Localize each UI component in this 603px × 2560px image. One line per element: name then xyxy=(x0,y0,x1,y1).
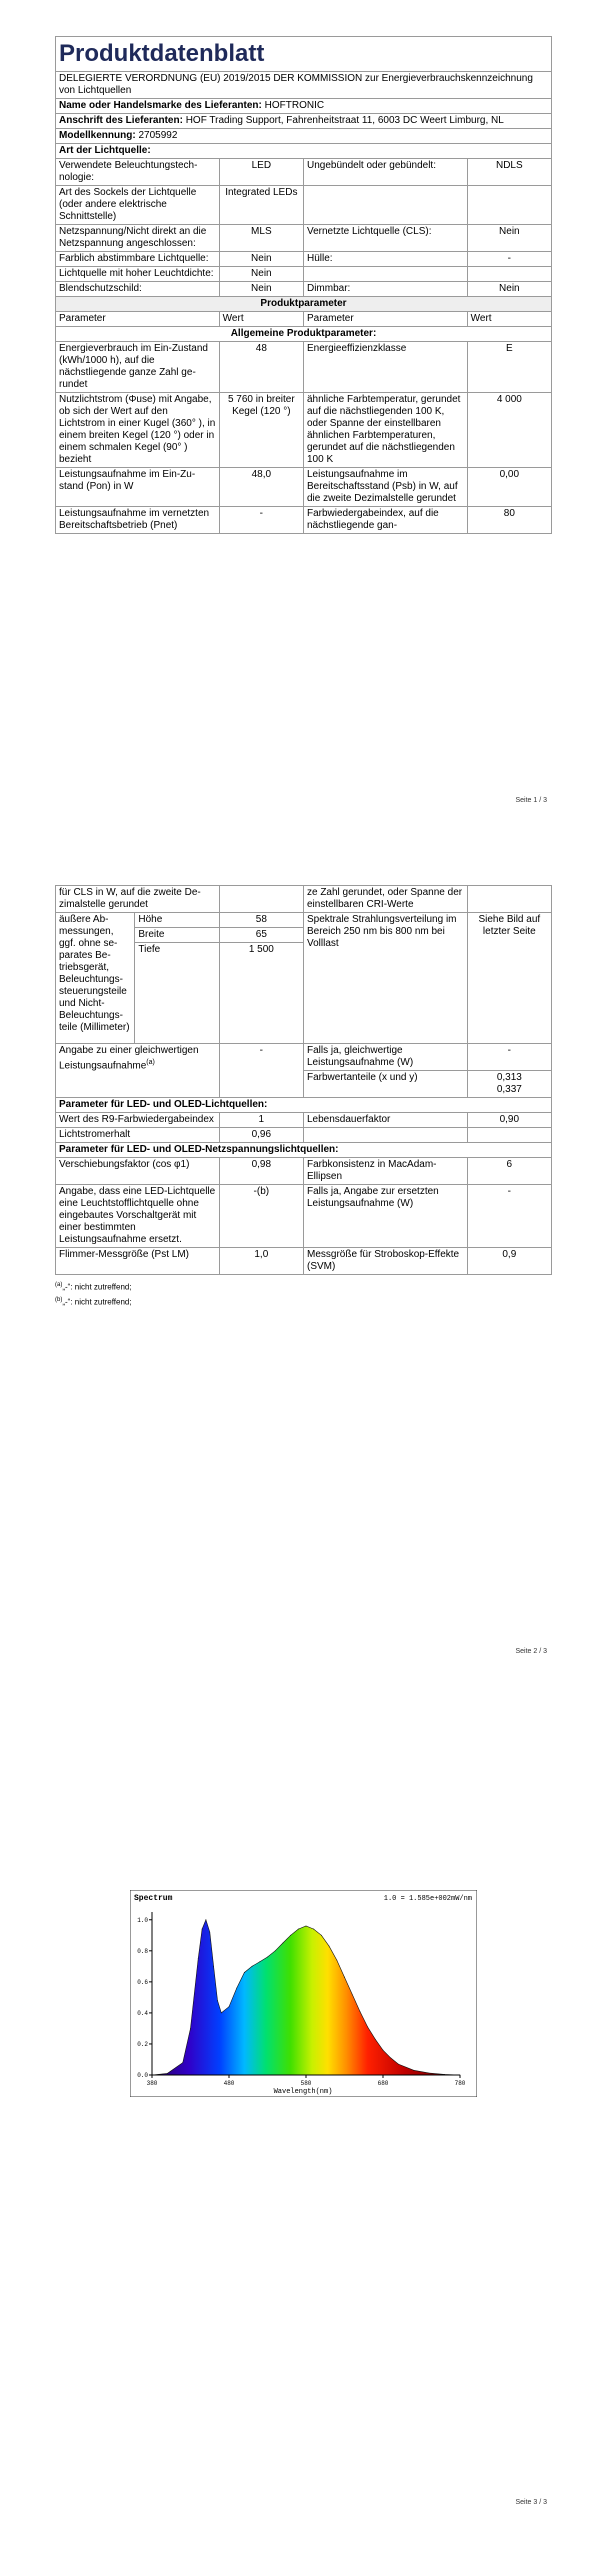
page-number: Seite 3 / 3 xyxy=(515,2499,547,2506)
supplier-address-row xyxy=(56,114,552,129)
spectrum-point xyxy=(413,2070,414,2071)
empty-cell xyxy=(303,267,467,282)
cls-label: Vernetzte Lichtquelle (CLS): xyxy=(303,225,467,252)
x-tick-label: 780 xyxy=(454,2080,466,2087)
chromaticity-x: 0,313 xyxy=(496,1072,522,1083)
empty-cell xyxy=(467,886,551,913)
spectrum-point xyxy=(244,1972,245,1973)
empty-cell xyxy=(303,186,467,225)
replaced-power-label: Falls ja, Angabe zur ersetzten Leistungsaufnahme (W) xyxy=(303,1185,467,1248)
supplier-address: HOF Trading Support, Fahrenheitstraat 11, 6003 DC Weert Limburg, NL xyxy=(185,115,504,126)
colour-consistency-value: 6 xyxy=(467,1158,551,1185)
standby-power-label: Leistungsaufnahme im Bereitschaftsstand (Psb) in W, auf die zweite Dezimalstelle gerundet xyxy=(303,468,467,507)
on-mode-power-value: 48,0 xyxy=(219,468,303,507)
spectrum-point xyxy=(375,2039,376,2040)
page-title: Produktdatenblatt xyxy=(56,37,552,72)
general-params-header: Allgemeine Produktparameter: xyxy=(56,327,552,342)
spectral-distribution-value: Siehe Bild auf letzter Seite xyxy=(467,913,551,1044)
cap-type-value: Integrated LEDs xyxy=(219,186,303,225)
led-params-header: Parameter für LED- und OLED-Lichtquellen: xyxy=(56,1098,552,1113)
height-value: 58 xyxy=(219,913,303,928)
spectrum-point xyxy=(313,1929,314,1930)
model-number: 2705992 xyxy=(138,130,178,141)
spectrum-point xyxy=(167,2073,168,2074)
tunable-value: Nein xyxy=(219,252,303,267)
spectrum-point xyxy=(236,1988,237,1989)
networked-standby-continued: für CLS in W, auf die zweite Dezimalstelle gerundet xyxy=(56,886,220,913)
datasheet-table-page-1 xyxy=(55,36,552,534)
spectrum-point xyxy=(298,1929,299,1930)
spectrum-point xyxy=(336,1960,337,1961)
standby-power-value: 0,00 xyxy=(467,468,551,507)
cct-value: 4 000 xyxy=(467,393,551,468)
beam-label: Ungebündelt oder gebündelt: xyxy=(303,159,467,186)
energy-consumption-label: Energieverbrauch im Ein-Zustand (kWh/1000 h), auf die nächstliegende ganze Zahl gerundet xyxy=(56,342,220,393)
footnote-b-text: „-“: nicht zutreffend; xyxy=(62,1297,132,1307)
energy-consumption-value: 48 xyxy=(219,342,303,393)
chromaticity-y: 0,337 xyxy=(496,1084,522,1095)
cri-label: Farbwiedergabeindex, auf die nächstliegende gan- xyxy=(303,507,467,534)
spectrum-point xyxy=(290,1935,291,1936)
y-tick-label: 0.4 xyxy=(137,2009,148,2017)
supplier-name-row xyxy=(56,99,552,114)
envelope-value: - xyxy=(467,252,551,267)
dimmable-value: Nein xyxy=(467,282,551,297)
spectrum-point xyxy=(283,1943,284,1944)
model-label: Modellkennung: xyxy=(59,130,136,141)
empty-cell xyxy=(219,886,303,913)
footnote-ref-a: (a) xyxy=(146,1059,155,1066)
chart-annotation: 1.0 = 1.585e+002mW/nm xyxy=(383,1895,472,1903)
tunable-label: Farblich abstimmbare Lichtquelle: xyxy=(56,252,220,267)
cct-label: ähnliche Farbtemperatur, gerundet auf die nächstliegenden 100 K, oder Spanne der einstellbaren ähnlichen Farbtemperaturen, gerundet auf die nächstliegenden 100 K xyxy=(303,393,467,468)
dimensions-label: äußere Abmessungen, ggf. ohne separates Betriebsgerät, Beleuchtungssteuerungsteile und Nicht-Beleuchtungsteile (Millimeter) xyxy=(56,913,135,1044)
cls-value: Nein xyxy=(467,225,551,252)
colour-consistency-label: Farbkonsistenz in MacAdam-Ellipsen xyxy=(303,1158,467,1185)
networked-standby-value: - xyxy=(219,507,303,534)
glare-value: Nein xyxy=(219,282,303,297)
datasheet-table-page-2 xyxy=(55,885,552,1308)
spectrum-point xyxy=(360,2011,361,2012)
y-tick-label: 0.6 xyxy=(137,1978,148,1986)
cri-value: 80 xyxy=(467,507,551,534)
y-tick-label: 0.0 xyxy=(137,2072,148,2079)
depth-label: Tiefe xyxy=(135,943,219,1044)
spectrum-point xyxy=(390,2058,391,2059)
x-tick-label: 680 xyxy=(377,2080,389,2087)
mains-value: MLS xyxy=(219,225,303,252)
beam-value: NDLS xyxy=(467,159,551,186)
spectrum-point xyxy=(206,1919,207,1920)
empty-cell xyxy=(467,1128,551,1143)
lumen-maintenance-value: 0,96 xyxy=(219,1128,303,1143)
hld-value: Nein xyxy=(219,267,303,282)
col-header-value: Wert xyxy=(219,312,303,327)
lumen-maintenance-label: Lichtstromerhalt xyxy=(56,1128,220,1143)
footnotes xyxy=(55,1279,552,1308)
hld-label: Lichtquelle mit hoher Leuchtdichte: xyxy=(56,267,220,282)
spectrum-point xyxy=(252,1966,253,1967)
footnote-a xyxy=(55,1279,552,1294)
tech-label: Verwendete Beleuchtungstechnologie: xyxy=(56,159,220,186)
envelope-label: Hülle: xyxy=(303,252,467,267)
footnote-b-mark: (b) xyxy=(55,1296,63,1303)
model-row xyxy=(56,129,552,144)
height-label: Höhe xyxy=(135,913,219,928)
footnote-a-mark: (a) xyxy=(55,1282,63,1288)
spectrum-point xyxy=(213,1966,214,1967)
on-mode-power-label: Leistungsaufnahme im Ein-Zustand (Pon) in W xyxy=(56,468,220,507)
spectrum-point xyxy=(329,1946,330,1947)
mains-label: Netzspannung/Nicht direkt an die Netzspannung angeschlossen: xyxy=(56,225,220,252)
luminous-flux-value: 5 760 in breiter Kegel (120 °) xyxy=(219,393,303,468)
spectrum-point xyxy=(267,1957,268,1958)
empty-cell xyxy=(467,267,551,282)
y-tick-label: 0.2 xyxy=(137,2040,148,2048)
displacement-factor-value: 0,98 xyxy=(219,1158,303,1185)
y-tick-label: 0.8 xyxy=(137,1947,148,1955)
spectrum-point xyxy=(182,2062,183,2063)
width-value: 65 xyxy=(219,928,303,943)
replaced-power-value: - xyxy=(467,1185,551,1248)
page-number: Seite 2 / 3 xyxy=(515,1648,547,1655)
cri-label-continued: ze Zahl gerundet, oder Spanne der einstellbaren CRI-Werte xyxy=(303,886,467,913)
spectrum-point xyxy=(202,1929,203,1930)
spectrum-point xyxy=(429,2073,430,2074)
fluorescent-replacement-label: Angabe, dass eine LED-Lichtquelle eine Leuchtstofflichtquelle ohne eingebautes Vorschaltgerät mit einer bestimmten Leistungsaufnahme ersetzt. xyxy=(56,1185,220,1248)
flicker-label: Flimmer-Messgröße (Pst LM) xyxy=(56,1248,220,1275)
dimmable-label: Dimmbar: xyxy=(303,282,467,297)
survival-factor-value: 0,90 xyxy=(467,1113,551,1128)
spectrum-point xyxy=(259,1961,260,1962)
spectrum-point xyxy=(306,1926,307,1927)
spectrum-point xyxy=(229,2006,230,2007)
luminous-flux-label: Nutzlichtstrom (Φuse) mit Angabe, ob sich der Wert auf den Lichtstrom in einer Kugel (360° ), in einem breiten Kegel (120 °) oder in einem schmalen Kegel (90° ) bezieht xyxy=(56,393,220,468)
supplier-name: HOFTRONIC xyxy=(264,100,325,111)
fluorescent-replacement-value: -(b) xyxy=(219,1185,303,1248)
spectrum-point xyxy=(383,2050,384,2051)
equivalent-power-watts-value: - xyxy=(467,1044,551,1071)
spectrum-point xyxy=(209,1932,210,1933)
spectrum-chart xyxy=(130,1890,477,2097)
y-tick-label: 1.0 xyxy=(137,1916,148,1924)
spectrum-point xyxy=(344,1977,345,1978)
equivalent-power-value: - xyxy=(219,1044,303,1098)
spectrum-point xyxy=(221,2013,222,2014)
spectrum-point xyxy=(190,2028,191,2029)
x-tick-label: 480 xyxy=(223,2080,235,2087)
equivalent-power-text: Angabe zu einer gleichwertigen Leistungsaufnahme xyxy=(59,1045,199,1072)
col-header-param: Parameter xyxy=(56,312,220,327)
empty-cell xyxy=(303,1128,467,1143)
product-params-header: Produktparameter xyxy=(56,297,552,312)
supplier-name-label: Name oder Handelsmarke des Lieferanten: xyxy=(59,100,262,111)
spectrum-point xyxy=(398,2064,399,2065)
chromaticity-label: Farbwertanteile (x und y) xyxy=(303,1071,467,1098)
stroboscopic-label: Messgröße für Stroboskop-Effekte (SVM) xyxy=(303,1248,467,1275)
spectrum-point xyxy=(321,1935,322,1936)
col-header-value: Wert xyxy=(467,312,551,327)
spectrum-point xyxy=(367,2026,368,2027)
spectrum-point xyxy=(198,1958,199,1959)
spectrum-chart-svg xyxy=(130,1890,477,2097)
flicker-value: 1,0 xyxy=(219,1248,303,1275)
chromaticity-values xyxy=(467,1071,551,1098)
footnote-b xyxy=(55,1294,552,1309)
tech-value: LED xyxy=(219,159,303,186)
r9-label: Wert des R9-Farbwiedergabeindex xyxy=(56,1113,220,1128)
spectrum-point xyxy=(217,2000,218,2001)
equivalent-power-label xyxy=(56,1044,220,1098)
spectrum-point xyxy=(352,1994,353,1995)
r9-value: 1 xyxy=(219,1113,303,1128)
energy-class-label: Energieeffizienzklasse xyxy=(303,342,467,393)
width-label: Breite xyxy=(135,928,219,943)
footnote-a-text: „-“: nicht zutreffend; xyxy=(62,1282,132,1292)
regulation-text: DELEGIERTE VERORDNUNG (EU) 2019/2015 DER KOMMISSION zur Energieverbrauchskennzeichnung von Lichtquellen xyxy=(56,72,552,99)
spectral-distribution-label: Spektrale Strahlungsverteilung im Bereich 250 nm bis 800 nm bei Volllast xyxy=(303,913,467,1044)
light-type-label: Art der Lichtquelle: xyxy=(56,144,552,159)
empty-cell xyxy=(467,186,551,225)
glare-label: Blendschutzschild: xyxy=(56,282,220,297)
supplier-address-label: Anschrift des Lieferanten: xyxy=(59,115,183,126)
spectrum-point xyxy=(275,1950,276,1951)
networked-standby-label: Leistungsaufnahme im vernetzten Bereitschaftsbetrieb (Pnet) xyxy=(56,507,220,534)
x-axis-label: Wavelength(nm) xyxy=(273,2088,333,2096)
mains-led-params-header: Parameter für LED- und OLED-Netzspannungslichtquellen: xyxy=(56,1143,552,1158)
col-header-param: Parameter xyxy=(303,312,467,327)
x-tick-label: 380 xyxy=(146,2080,158,2087)
survival-factor-label: Lebensdauerfaktor xyxy=(303,1113,467,1128)
chart-title: Spectrum xyxy=(134,1894,173,1903)
equivalent-power-watts-label: Falls ja, gleichwertige Leistungsaufnahme (W) xyxy=(303,1044,467,1071)
page-number: Seite 1 / 3 xyxy=(515,797,547,804)
x-tick-label: 580 xyxy=(300,2080,312,2087)
depth-value: 1 500 xyxy=(219,943,303,1044)
displacement-factor-label: Verschiebungsfaktor (cos φ1) xyxy=(56,1158,220,1185)
energy-class-value: E xyxy=(467,342,551,393)
stroboscopic-value: 0,9 xyxy=(467,1248,551,1275)
cap-type-label: Art des Sockels der Lichtquelle (oder andere elektrische Schnittstelle) xyxy=(56,186,220,225)
